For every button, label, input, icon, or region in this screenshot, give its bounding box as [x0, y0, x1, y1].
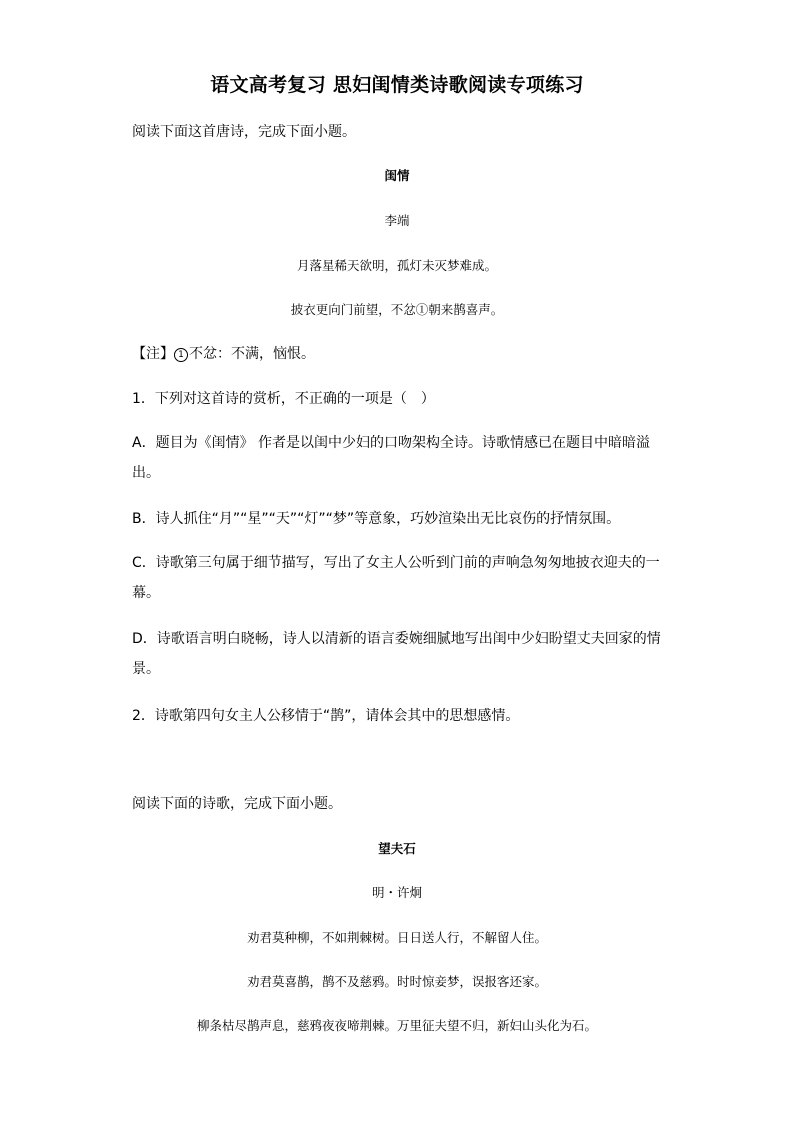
poem2-line-2: 劝君莫喜鹊，鹊不及慈鸦。时时惊妾梦，误报客还家。: [246, 974, 547, 989]
poem2-title: 望夫石: [378, 841, 416, 856]
poem1-line-1: 月落星稀天欲明，孤灯未灭梦难成。: [296, 258, 497, 273]
document-title: 语文高考复习 思妇闺情类诗歌阅读专项练习: [210, 74, 584, 96]
option-a: A．题目为《闺情》 作者是以闺中少妇的口吻架构全诗。诗歌情感已在题目中暗暗溢出。: [132, 435, 651, 481]
poem1-title: 闺情: [384, 168, 410, 183]
poem2-line-3: 柳条枯尽鹊声息，慈鸦夜夜啼荆棘。万里征夫望不归，新妇山头化为石。: [196, 1018, 597, 1033]
question-2: 2．诗歌第四句女主人公移情于“鹊”，请体会其中的思想感情。: [132, 708, 520, 724]
section1-intro: 阅读下面这首唐诗，完成下面小题。: [132, 124, 356, 140]
question-1: 1．下列对这首诗的赏析，不正确的一项是（ ）: [132, 391, 435, 407]
poem1-author: 李端: [384, 213, 410, 228]
poem2-line-1: 劝君莫种柳，不如荆棘树。日日送人行，不解留人住。: [246, 930, 547, 945]
option-c: C．诗歌第三句属于细节描写，写出了女主人公听到门前的声响急匆匆地披衣迎夫的一幕。: [132, 555, 660, 601]
poem1-line-2: 披衣更向门前望，不忿①朝来鹊喜声。: [290, 302, 504, 317]
option-d: D．诗歌语言明白晓畅，诗人以清新的语言委婉细腻地写出闺中少妇盼望丈夫回家的情景。: [132, 631, 661, 677]
note-marker: 1: [174, 348, 188, 362]
annotation-note: [132, 344, 315, 364]
note-prefix: 【注】: [132, 346, 174, 362]
note-text: 不忿：不满，恼恨。: [189, 346, 315, 362]
section2-intro: 阅读下面的诗歌，完成下面小题。: [132, 796, 342, 812]
poem2-author: 明・许炯: [371, 885, 422, 900]
option-b: B．诗人抓住“月”“星”“天”“灯”“梦”等意象，巧妙渲染出无比哀伤的抒情氛围。: [132, 511, 621, 527]
